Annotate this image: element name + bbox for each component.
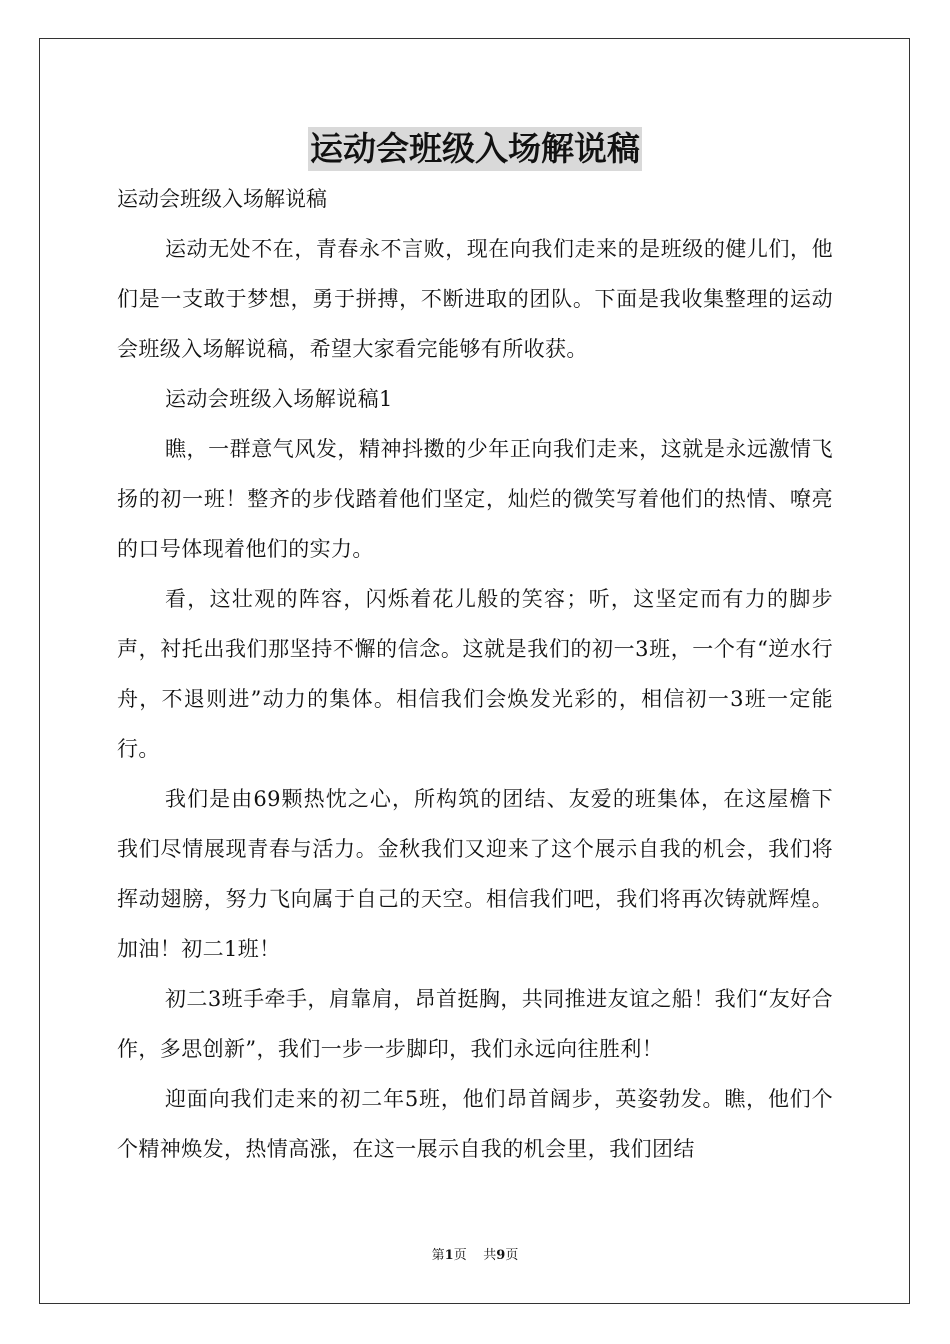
- document-subtitle: 运动会班级入场解说稿: [117, 187, 327, 211]
- document-body: [117, 224, 833, 1174]
- paragraph: 初二3班手牵手，肩靠肩，昂首挺胸，共同推进友谊之船！我们“友好合作，多思创新”，我们一步一步脚印，我们永远向往胜利！: [117, 987, 833, 1061]
- page-total: 9: [496, 1248, 506, 1263]
- paragraph: 看，这壮观的阵容，闪烁着花儿般的笑容；听，这坚定而有力的脚步声，衬托出我们那坚持不懈的信念。这就是我们的初一3班，一个有“逆水行舟，不退则进”动力的集体。相信我们会焕发光彩的，相信初一3班一定能行。: [117, 587, 833, 761]
- section-heading: 运动会班级入场解说稿1: [165, 387, 393, 411]
- paragraph-intro: 运动无处不在，青春永不言败，现在向我们走来的是班级的健儿们，他们是一支敢于梦想，勇于拼搏，不断进取的团队。下面是我收集整理的运动会班级入场解说稿，希望大家看完能够有所收获。: [117, 237, 833, 361]
- page-label: 页: [453, 1248, 467, 1263]
- document-title: 运动会班级入场解说稿: [308, 127, 642, 171]
- title-wrap: [0, 127, 950, 171]
- paragraph: 我们是由69颗热忱之心，所构筑的团结、友爱的班集体，在这屋檐下我们尽情展现青春与活力。金秋我们又迎来了这个展示自我的机会，我们将挥动翅膀，努力飞向属于自己的天空。相信我们吧，我们将再次铸就辉煌。加油！初二1班！: [117, 787, 833, 961]
- total-prefix: 共: [483, 1248, 497, 1263]
- paragraph: 迎面向我们走来的初二年5班，他们昂首阔步，英姿勃发。瞧，他们个个精神焕发，热情高涨，在这一展示自我的机会里，我们团结: [117, 1087, 833, 1161]
- page-footer: [0, 1246, 950, 1266]
- page-prefix: 第: [431, 1248, 445, 1263]
- page-current: 1: [444, 1248, 454, 1263]
- total-label: 页: [505, 1248, 519, 1263]
- paragraph: 瞧，一群意气风发，精神抖擞的少年正向我们走来，这就是永远激情飞扬的初一班！整齐的步伐踏着他们坚定，灿烂的微笑写着他们的热情、嘹亮的口号体现着他们的实力。: [117, 437, 833, 561]
